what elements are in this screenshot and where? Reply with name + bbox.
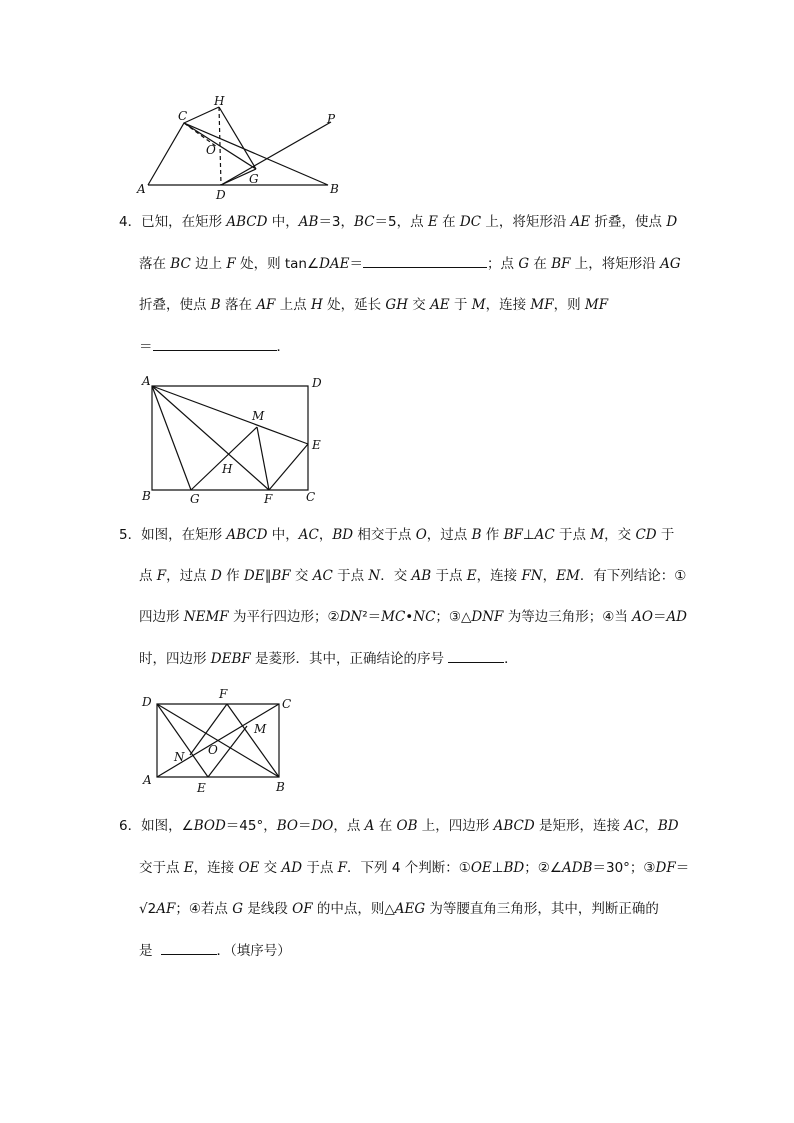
fig3-label-G: G	[249, 172, 259, 186]
q4-var: AB	[298, 214, 319, 230]
q5-var: DE	[243, 568, 265, 584]
fig5-label-D: D	[142, 695, 152, 709]
fig4-label-G: G	[190, 492, 200, 506]
fig3-line-DP	[221, 122, 331, 185]
q5-text: 时，四边形	[139, 651, 211, 667]
fig4-label-H: H	[222, 462, 233, 476]
q6-number: 6．	[119, 818, 142, 834]
q4-var: AF	[256, 297, 276, 313]
q5-var: B	[471, 527, 482, 543]
fig5-label-N: N	[174, 750, 185, 764]
q4-text: 上点	[275, 297, 312, 313]
q6-text: ＝	[297, 818, 312, 834]
q5-line-3	[139, 608, 687, 626]
q6-var: BD	[503, 860, 525, 876]
q6-text: 是矩形，连接	[534, 818, 625, 834]
fig4-line-AE	[152, 386, 308, 444]
q4-var: ABCD	[226, 214, 268, 230]
fig4-label-M: M	[252, 409, 265, 423]
fig5-line-BF	[227, 704, 279, 777]
q4-text: 上，将矩形沿	[570, 256, 661, 272]
q5-text: ；③△	[435, 609, 472, 625]
q6-line-4	[139, 942, 291, 960]
fig4-label-C: C	[306, 490, 316, 504]
q4-text: 落在	[139, 256, 171, 272]
q6-text: 在	[374, 818, 397, 834]
q6-var: AF	[156, 901, 176, 917]
q4-text: ，则	[553, 297, 585, 313]
q5-text: ，过点	[166, 568, 211, 584]
figure-q3	[135, 92, 355, 204]
q6-var: OB	[396, 818, 418, 834]
q4-var: DAE	[319, 256, 350, 272]
q4-text: 中，	[267, 214, 299, 230]
q6-text: ，点	[333, 818, 365, 834]
q4-var: AE	[430, 297, 450, 313]
q5-text: 相交于点	[353, 527, 416, 543]
q4-text: 于	[449, 297, 472, 313]
fig5-label-A: A	[143, 773, 152, 787]
fig5-label-M: M	[254, 722, 267, 736]
q4-text: 边上	[190, 256, 227, 272]
q6-var: ADB	[561, 860, 593, 876]
q5-var: CD	[635, 527, 657, 543]
q5-text: 点	[139, 568, 157, 584]
q4-text: 折叠，使点	[590, 214, 667, 230]
q6-text: ＝	[675, 860, 690, 876]
fig3-line-HG	[219, 107, 256, 169]
q5-var: NEMF	[183, 609, 229, 625]
q5-line-1	[119, 526, 674, 544]
q4-line-4	[139, 338, 290, 356]
q4-text: 折叠，使点	[139, 297, 211, 313]
q6-line-3	[139, 900, 659, 918]
q5-line-4	[139, 650, 518, 668]
q6-text: ＝45°，	[225, 818, 277, 834]
q6-text: ；④若点	[175, 901, 233, 917]
q5-text: 交	[290, 568, 313, 584]
q4-text: ＝3，	[318, 214, 355, 230]
q5-number: 5．	[119, 527, 142, 543]
q6-text: 是	[139, 943, 153, 959]
q6-text: 的中点，则△	[312, 901, 395, 917]
fig4-label-D: D	[312, 376, 322, 390]
q5-var: BD	[332, 527, 354, 543]
figure-q4	[138, 372, 338, 508]
fig3-label-D: D	[216, 188, 226, 202]
q4-text: ；点	[487, 256, 519, 272]
q6-var: A	[364, 818, 375, 834]
q5-var: DNF	[471, 609, 504, 625]
q5-line-2	[139, 567, 686, 585]
q5-var: AC	[534, 527, 555, 543]
q4-var: AE	[570, 214, 591, 230]
q6-var: BD	[657, 818, 679, 834]
q4-line-1	[119, 213, 677, 231]
q4-text: ，连接	[485, 297, 531, 313]
fig3-line-CH	[184, 107, 219, 123]
q5-text: ，	[542, 568, 557, 584]
fig5-label-E: E	[197, 781, 206, 795]
q6-text: 交于点	[139, 860, 184, 876]
q5-text: 作	[221, 568, 244, 584]
q5-text: ＝	[652, 609, 667, 625]
q5-var: D	[210, 568, 222, 584]
q5-var: M	[590, 527, 605, 543]
q5-text: ∥	[264, 568, 272, 584]
fig4-line-AF	[152, 386, 269, 490]
q5-text: ．	[504, 651, 518, 667]
q4-var: E	[427, 214, 438, 230]
fig4-label-A: A	[142, 374, 151, 388]
q6-answer-blank[interactable]	[161, 942, 217, 955]
fig5-label-C: C	[282, 697, 292, 711]
fig4-line-AG	[152, 386, 191, 490]
q6-var: DO	[311, 818, 334, 834]
q6-var: E	[183, 860, 194, 876]
q5-text: ，连接	[476, 568, 522, 584]
q5-text: 为等边三角形；④当	[503, 609, 633, 625]
q5-var: NC	[413, 609, 436, 625]
q4-line-2	[139, 255, 681, 273]
q6-text: ⊥	[491, 860, 504, 876]
q4-text: 在	[437, 214, 460, 230]
q4-text: 处，延长	[322, 297, 386, 313]
q6-text: 于点	[302, 860, 338, 876]
q6-var: G	[232, 901, 244, 917]
q4-var: F	[226, 256, 236, 272]
q6-text: ；②∠	[524, 860, 562, 876]
q4-var: BC	[170, 256, 191, 272]
q5-text: 于点	[554, 527, 591, 543]
q4-text: ＝	[139, 339, 153, 355]
q4-var: B	[210, 297, 221, 313]
q4-text: ＝5，点	[374, 214, 428, 230]
q4-text: ＝	[349, 256, 364, 272]
q4-text: ．	[276, 339, 290, 355]
q5-var: MC	[381, 609, 406, 625]
q5-text: ，	[318, 527, 333, 543]
q4-answer-blank-1[interactable]	[363, 255, 487, 268]
q6-text: ＝30°；③	[592, 860, 656, 876]
fig3-label-O: O	[206, 143, 216, 157]
q5-var: E	[466, 568, 477, 584]
fig3-label-H: H	[214, 94, 225, 108]
q4-text: 交	[407, 297, 431, 313]
q5-var: AD	[666, 609, 688, 625]
q4-var: GH	[385, 297, 408, 313]
q6-text: 上，四边形	[417, 818, 494, 834]
q5-text: 为平行四边形；②	[228, 609, 340, 625]
q5-text: ²＝	[362, 609, 382, 625]
q6-var: OE	[238, 860, 260, 876]
q4-text: 上，将矩形沿	[481, 214, 571, 230]
q6-sqrt: √2	[139, 901, 157, 917]
q5-var: DN	[339, 609, 363, 625]
fig5-label-F: F	[219, 687, 228, 701]
fig4-line-EF	[269, 444, 308, 490]
q4-text: 处，则 tan∠	[235, 256, 320, 272]
fig3-label-B: B	[330, 182, 339, 196]
q5-text: ．有下列结论：①	[579, 568, 687, 584]
q4-var: AG	[660, 256, 681, 272]
q5-var: BF	[271, 568, 291, 584]
q5-var: N	[368, 568, 381, 584]
q5-text: 如图，在矩形	[141, 527, 227, 543]
q6-var: AC	[624, 818, 645, 834]
q4-line-3	[139, 296, 608, 314]
fig3-label-A: A	[137, 182, 146, 196]
q4-text: 落在	[220, 297, 257, 313]
q4-number: 4．	[119, 214, 142, 230]
q5-text: 于点	[431, 568, 467, 584]
q6-var: BOD	[193, 818, 226, 834]
q4-var: G	[518, 256, 530, 272]
q6-text: ．下列 4 个判断：①	[347, 860, 471, 876]
q5-var: AC	[298, 527, 319, 543]
q6-var: F	[337, 860, 348, 876]
q5-var: DEBF	[210, 651, 251, 667]
q6-line-2	[139, 859, 689, 877]
fig5-label-O: O	[208, 743, 218, 757]
q6-var: BO	[276, 818, 298, 834]
q6-text: 是线段	[243, 901, 293, 917]
q6-text: 交	[259, 860, 282, 876]
q6-text: ．（填序号）	[216, 943, 291, 959]
q4-var: D	[666, 214, 678, 230]
q6-var: OF	[292, 901, 313, 917]
q4-var: MF	[584, 297, 609, 313]
q5-text: 是菱形．其中，正确结论的序号	[250, 651, 445, 667]
q6-text: 为等腰直角三角形，其中，判断正确的	[425, 901, 659, 917]
q4-var: BC	[354, 214, 375, 230]
q5-text: 中，	[267, 527, 299, 543]
q5-text: ．交	[380, 568, 412, 584]
fig3-label-C: C	[178, 109, 188, 123]
fig4-label-E: E	[312, 438, 321, 452]
q5-text: ⊥	[522, 527, 535, 543]
fig4-label-B: B	[142, 489, 151, 503]
q5-var: EM	[556, 568, 580, 584]
q5-var: FN	[521, 568, 543, 584]
q4-var: M	[471, 297, 486, 313]
q4-var: BF	[551, 256, 571, 272]
q6-text: 如图，∠	[141, 818, 194, 834]
q4-var: H	[311, 297, 323, 313]
q6-text: ，	[644, 818, 658, 834]
q4-text: 在	[529, 256, 552, 272]
q5-var: AC	[312, 568, 333, 584]
q5-text: 于	[656, 527, 675, 543]
q5-text: 于点	[332, 568, 369, 584]
fig5-label-B: B	[276, 780, 285, 794]
q5-var: AB	[411, 568, 432, 584]
q5-answer-blank[interactable]	[448, 650, 504, 663]
q6-text: ，连接	[193, 860, 239, 876]
fig4-label-F: F	[264, 492, 273, 506]
q5-text: ，交	[604, 527, 636, 543]
q5-text: 作	[481, 527, 504, 543]
q4-text: 已知，在矩形	[141, 214, 227, 230]
q6-var: DF	[655, 860, 676, 876]
fig4-line-GM	[191, 427, 257, 490]
figure-q5	[138, 684, 303, 796]
fig3-label-P: P	[327, 112, 336, 126]
q6-var: ABCD	[493, 818, 535, 834]
q5-var: BF	[503, 527, 523, 543]
q6-line-1	[119, 817, 679, 835]
q4-var: MF	[530, 297, 554, 313]
q4-answer-blank-2[interactable]	[153, 338, 277, 351]
q5-text: 四边形	[139, 609, 184, 625]
q6-var: AD	[281, 860, 303, 876]
q5-var: ABCD	[226, 527, 268, 543]
q4-var: DC	[459, 214, 482, 230]
q5-var: F	[156, 568, 167, 584]
q5-text: •	[405, 609, 414, 625]
q5-text: ，过点	[426, 527, 472, 543]
q6-var: OE	[470, 860, 492, 876]
q5-var: O	[415, 527, 427, 543]
q5-var: AO	[632, 609, 653, 625]
q6-var: AEG	[394, 901, 426, 917]
